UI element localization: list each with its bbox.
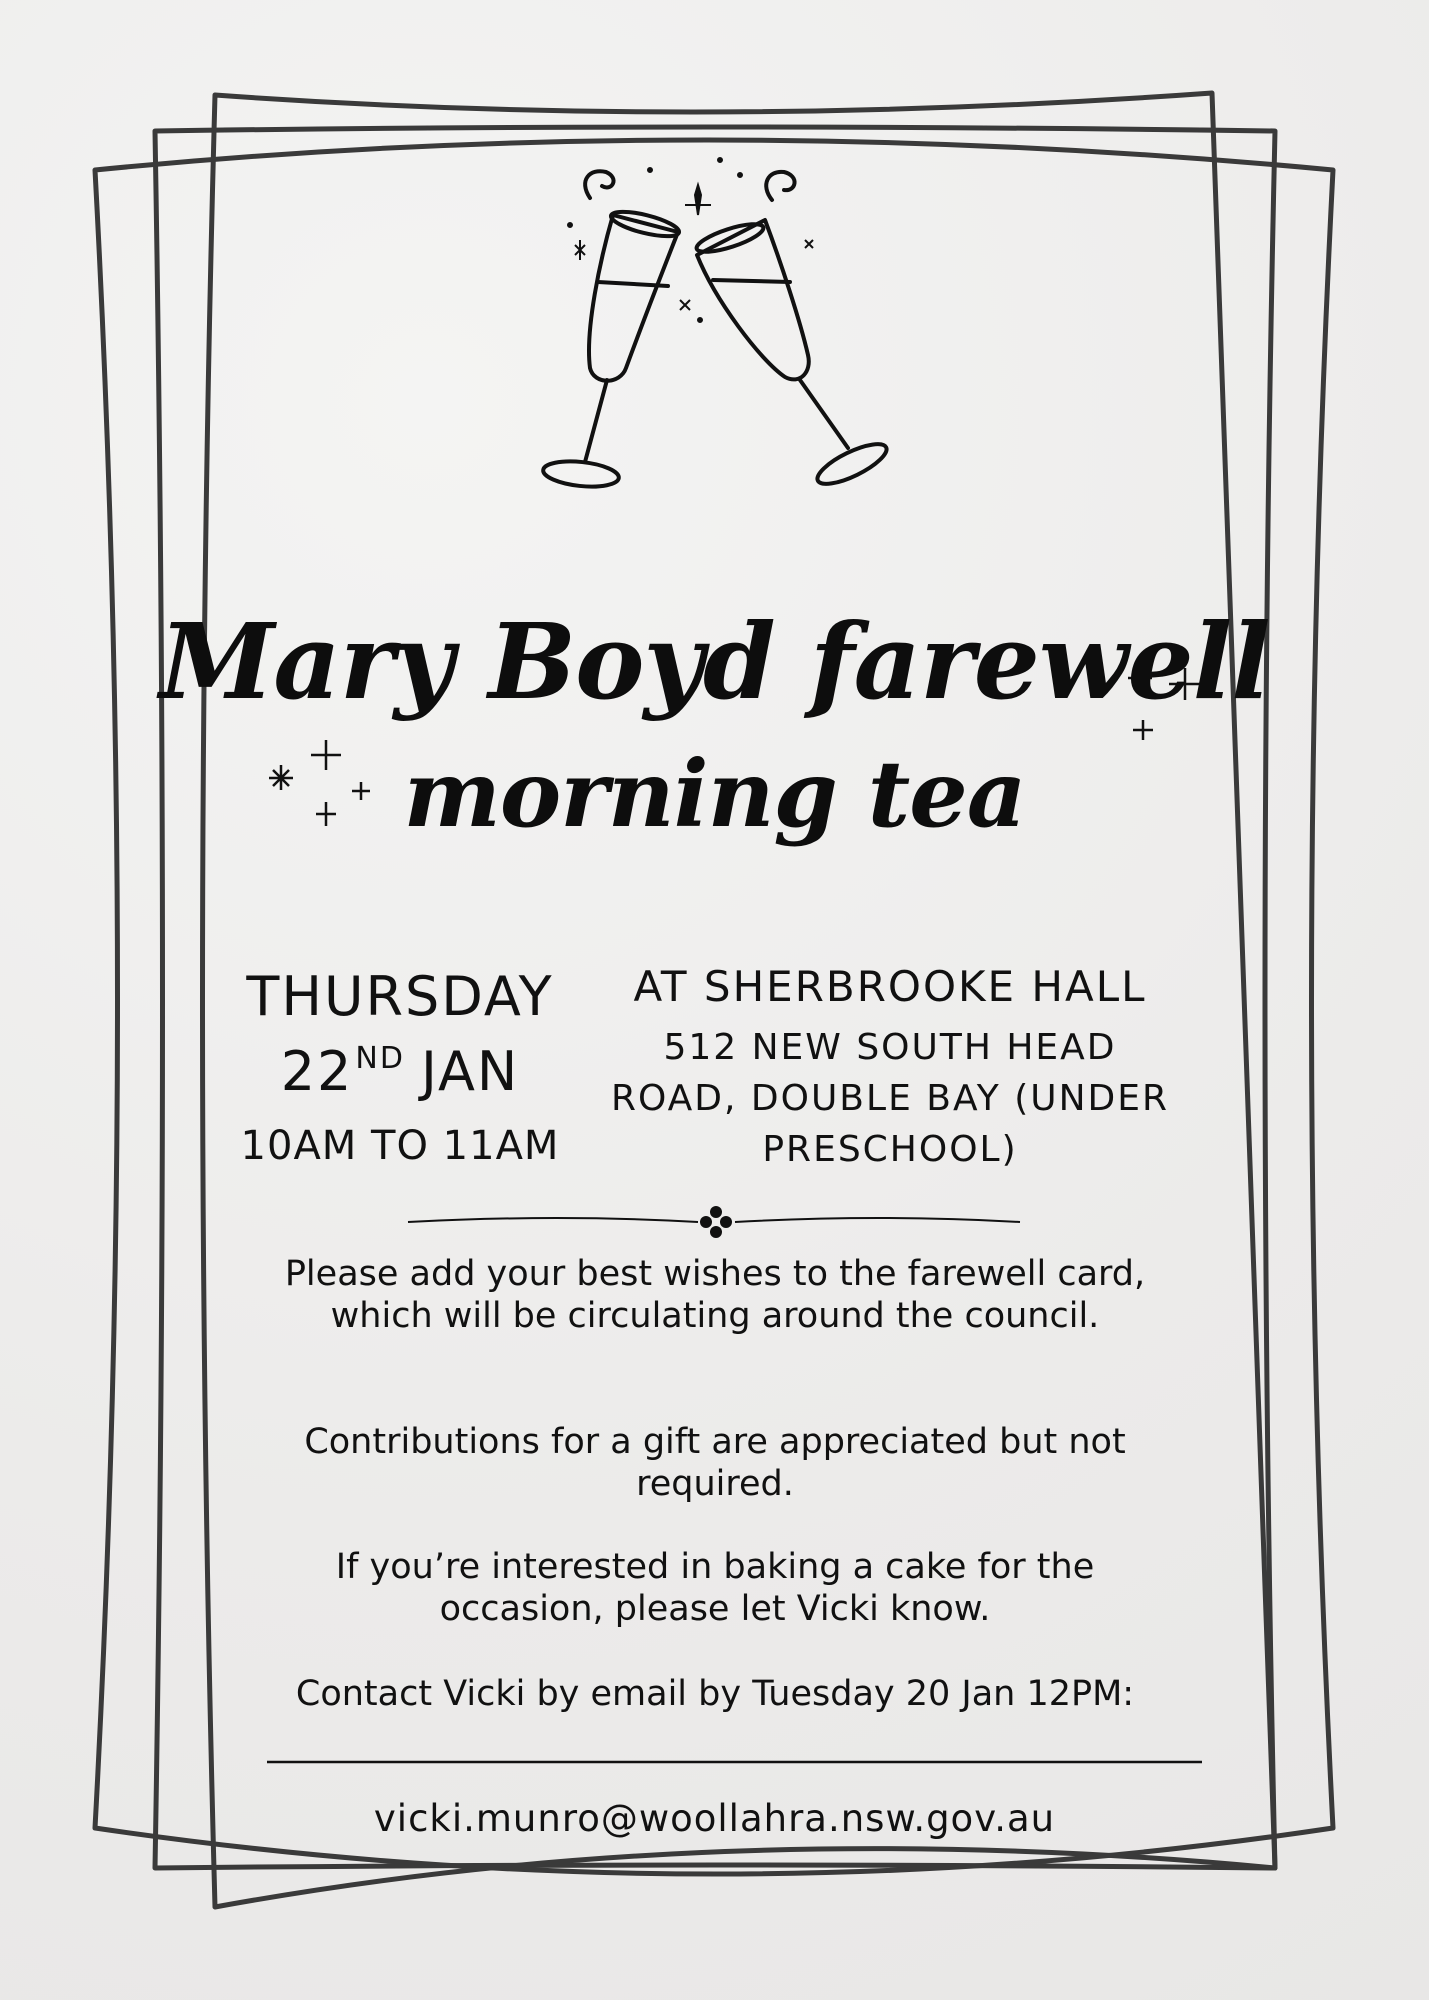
event-address: 512 NEW SOUTH HEAD ROAD, DOUBLE BAY (UNDER PRESCHOOL): [610, 1027, 1170, 1170]
paragraph-contact: Contact Vicki by email by Tuesday 20 Jan 12PM:: [295, 1674, 1135, 1714]
event-venue: AT SHERBROOKE HALL: [633, 962, 1147, 1011]
contact-email: vicki.munro@woollahra.nsw.gov.au: [373, 1797, 1056, 1840]
paragraph-card: Please add your best wishes to the farewell card, which will be circulating around the council.: [284, 1254, 1146, 1336]
champagne-glasses-icon: [542, 171, 891, 491]
fleur-divider-icon: [408, 1206, 1020, 1238]
date-month: JAN: [420, 1040, 520, 1103]
date-number: 22: [280, 1040, 354, 1103]
event-day: THURSDAY: [246, 965, 554, 1028]
event-title-line2: morning tea: [403, 740, 1026, 848]
date-suffix: ND: [355, 1041, 405, 1076]
event-date: [195, 1040, 605, 1103]
paragraph-cake: If you’re interested in baking a cake for the occasion, please let Vicki know.: [335, 1547, 1095, 1629]
paragraph-gift: Contributions for a gift are appreciated but not required.: [304, 1422, 1126, 1504]
event-time: 10AM TO 11AM: [240, 1123, 560, 1169]
event-title-line1: Mary Boyd farewell: [159, 600, 1270, 723]
